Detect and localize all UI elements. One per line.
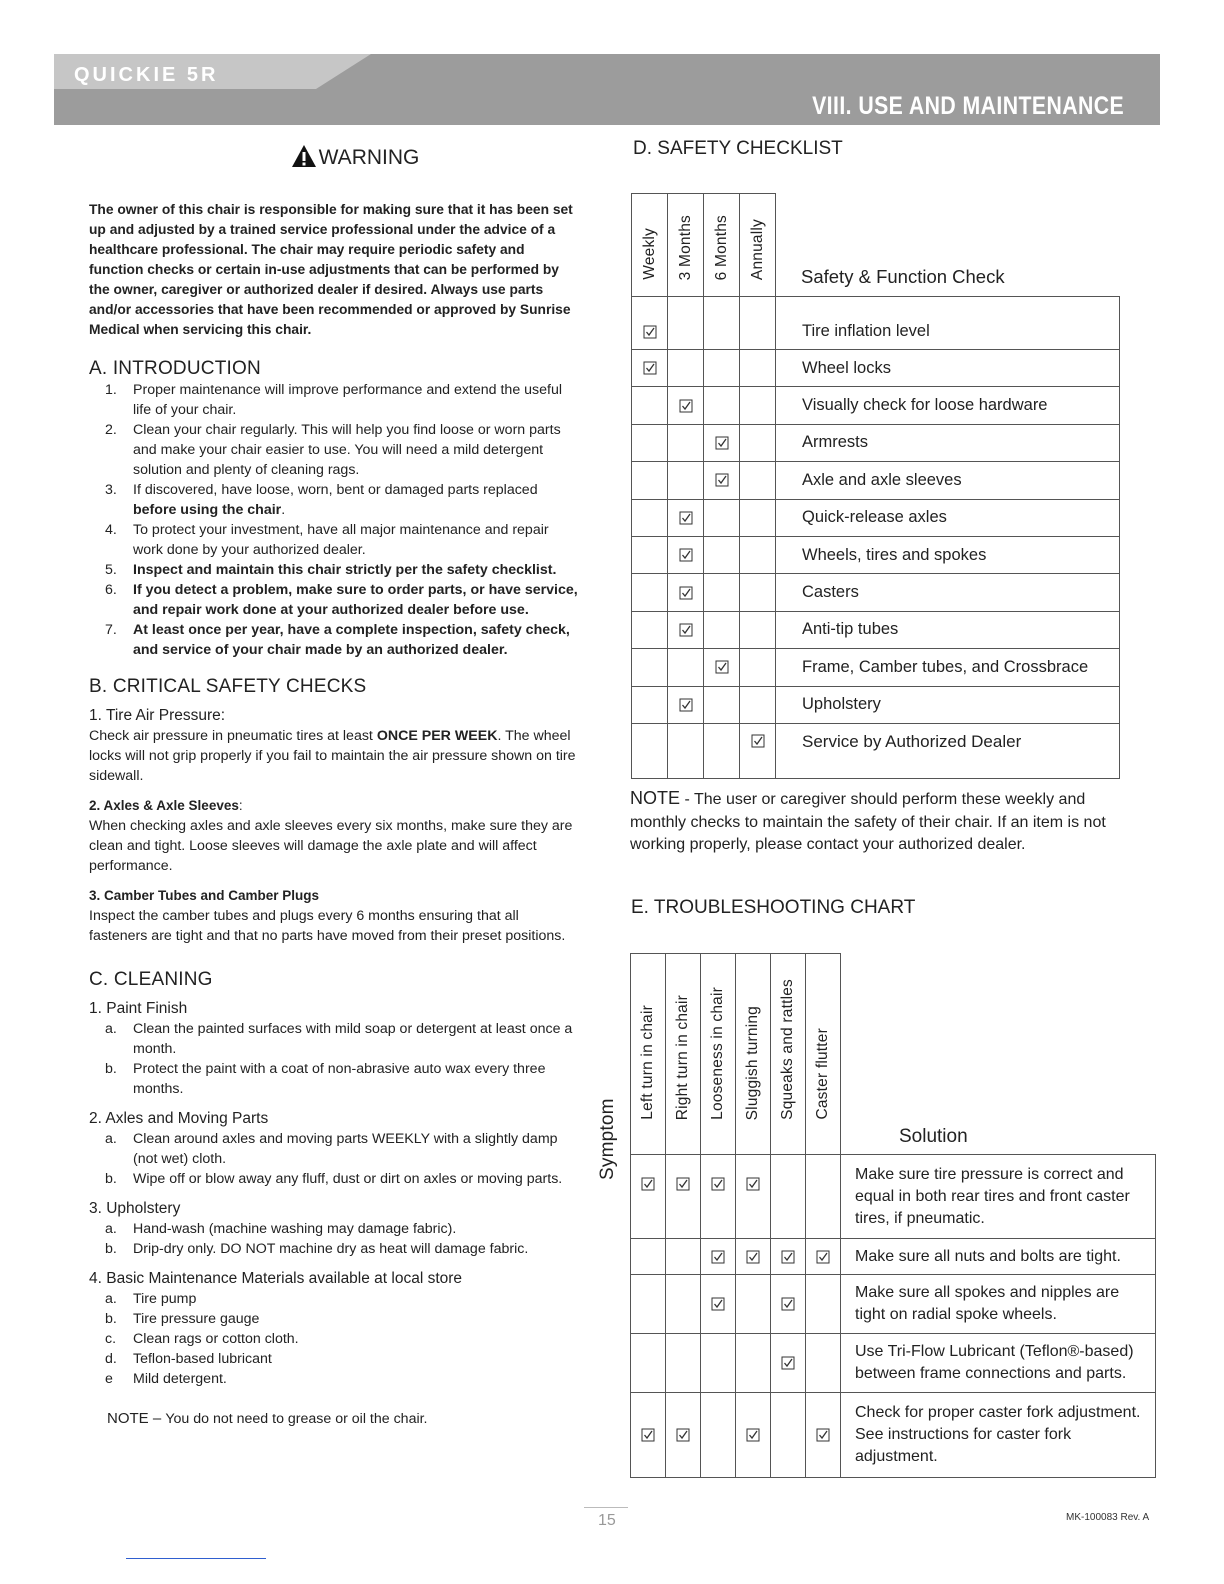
upholstery-item bbox=[89, 1239, 581, 1259]
checklist-cell bbox=[668, 723, 704, 778]
list-marker: c. bbox=[105, 1331, 117, 1347]
checklist-cell bbox=[632, 536, 668, 573]
checklist-column-label: Weekly bbox=[640, 228, 658, 280]
checklist-cell bbox=[740, 387, 776, 424]
checklist-cell bbox=[632, 686, 668, 723]
materials-list bbox=[89, 1289, 581, 1389]
link-underline bbox=[126, 1558, 266, 1559]
trouble-column-label: Sluggish turning bbox=[744, 1005, 761, 1120]
checklist-cell bbox=[632, 424, 668, 461]
checkbox-checked-icon bbox=[679, 548, 693, 562]
list-marker: b. bbox=[105, 1061, 117, 1077]
document-id: MK-100083 Rev. A bbox=[1066, 1512, 1150, 1523]
list-text: Drip-dry only. DO NOT machine dry as heat will damage fabric. bbox=[133, 1241, 529, 1257]
checkbox-checked-icon bbox=[715, 660, 729, 674]
trouble-header-row bbox=[631, 954, 1156, 1155]
checklist-cell bbox=[632, 387, 668, 424]
checklist-cell bbox=[668, 536, 704, 573]
axle-heading-colon: : bbox=[238, 798, 243, 813]
checkbox-checked-icon bbox=[676, 1177, 690, 1191]
intro-heading: A. INTRODUCTION bbox=[89, 358, 261, 379]
trouble-row bbox=[631, 1155, 1156, 1239]
checklist-row bbox=[632, 297, 1120, 350]
checklist-row bbox=[632, 499, 1120, 536]
trouble-solution-heading: Solution bbox=[841, 954, 1156, 1155]
checklist-cell bbox=[704, 723, 740, 778]
trouble-cell bbox=[736, 1239, 771, 1275]
troubleshooting-table bbox=[630, 953, 1156, 1478]
checkbox-checked-icon bbox=[746, 1250, 760, 1264]
list-text-after: . bbox=[281, 502, 286, 518]
checkbox-checked-icon bbox=[676, 1428, 690, 1442]
checklist-item-label: Quick-release axles bbox=[776, 499, 1120, 536]
checkbox-checked-icon bbox=[715, 473, 729, 487]
trouble-cell bbox=[666, 1155, 701, 1239]
checklist-row bbox=[632, 387, 1120, 424]
checklist-heading: D. SAFETY CHECKLIST bbox=[633, 138, 843, 159]
trouble-solution: Use Tri-Flow Lubricant (Teflon®-based) between frame connections and parts. bbox=[841, 1334, 1156, 1393]
list-marker: e bbox=[105, 1371, 113, 1387]
product-tab-slant bbox=[316, 54, 371, 89]
list-marker: b. bbox=[105, 1171, 117, 1187]
checklist-cell bbox=[704, 574, 740, 611]
trouble-cell bbox=[701, 1275, 736, 1334]
page-header bbox=[54, 54, 1160, 125]
checklist-cell bbox=[740, 536, 776, 573]
trouble-column-header bbox=[631, 954, 666, 1155]
list-text: If discovered, have loose, worn, bent or damaged parts replaced bbox=[133, 482, 538, 498]
checklist-item-label: Wheels, tires and spokes bbox=[776, 536, 1120, 573]
checklist-row bbox=[632, 462, 1120, 499]
trouble-cell bbox=[736, 1334, 771, 1393]
checklist-cell bbox=[632, 499, 668, 536]
checklist-cell bbox=[704, 297, 740, 350]
trouble-cell bbox=[771, 1334, 806, 1393]
trouble-cell bbox=[631, 1275, 666, 1334]
trouble-cell bbox=[666, 1393, 701, 1478]
checklist-cell bbox=[668, 387, 704, 424]
intro-item bbox=[89, 580, 581, 620]
checkbox-checked-icon bbox=[679, 511, 693, 525]
materials-heading: 4. Basic Maintenance Materials available at local store bbox=[89, 1270, 463, 1287]
warning-title bbox=[129, 140, 581, 176]
intro-item bbox=[89, 380, 581, 420]
checklist-row bbox=[632, 424, 1120, 461]
checklist-column-header bbox=[704, 194, 740, 297]
list-text-bold: If you detect a problem, make sure to order parts, or have service, and repair work done at your authorized dealer before use. bbox=[133, 582, 578, 618]
trouble-solution: Make sure all nuts and bolts are tight. bbox=[841, 1239, 1156, 1275]
checklist-row bbox=[632, 649, 1120, 686]
materials-item bbox=[89, 1309, 581, 1329]
list-text: Tire pump bbox=[133, 1291, 197, 1307]
trouble-cell bbox=[771, 1393, 806, 1478]
checklist-cell bbox=[740, 686, 776, 723]
intro-item bbox=[89, 560, 581, 580]
upholstery-item bbox=[89, 1219, 581, 1239]
list-text: Wipe off or blow away any fluff, dust or dirt on axles or moving parts. bbox=[133, 1171, 563, 1187]
left-column bbox=[89, 140, 581, 1429]
intro-item bbox=[89, 420, 581, 480]
checklist-cell bbox=[740, 462, 776, 499]
checkbox-checked-icon bbox=[643, 325, 657, 339]
trouble-cell bbox=[666, 1275, 701, 1334]
trouble-cell bbox=[806, 1393, 841, 1478]
checklist-column-header bbox=[632, 194, 668, 297]
axle-text: When checking axles and axle sleeves every six months, make sure they are clean and tight. Loose sleeves will damage the axle plate and will affect performance. bbox=[89, 818, 573, 874]
checklist-item-label: Wheel locks bbox=[776, 350, 1120, 387]
checklist-cell bbox=[668, 424, 704, 461]
list-marker: d. bbox=[105, 1351, 117, 1367]
checklist-check-heading: Safety & Function Check bbox=[776, 194, 1120, 297]
intro-item bbox=[89, 620, 581, 660]
trouble-cell bbox=[631, 1155, 666, 1239]
list-marker: a. bbox=[105, 1021, 117, 1037]
trouble-cell bbox=[806, 1155, 841, 1239]
list-text: Clean the painted surfaces with mild soap or detergent at least once a month. bbox=[133, 1021, 573, 1057]
trouble-cell bbox=[631, 1393, 666, 1478]
checkbox-checked-icon bbox=[711, 1297, 725, 1311]
checkbox-checked-icon bbox=[816, 1428, 830, 1442]
checkbox-checked-icon bbox=[746, 1428, 760, 1442]
list-marker: 5. bbox=[105, 562, 117, 578]
checkbox-checked-icon bbox=[641, 1177, 655, 1191]
camber-heading: 3. Camber Tubes and Camber Plugs bbox=[89, 888, 320, 903]
trouble-row bbox=[631, 1334, 1156, 1393]
list-text: Clean around axles and moving parts WEEKLY with a slightly damp (not wet) cloth. bbox=[133, 1131, 558, 1167]
section-title: VIII. USE AND MAINTENANCE bbox=[811, 92, 1124, 120]
cleaning-note-label: NOTE – bbox=[107, 1410, 166, 1427]
trouble-column-header bbox=[666, 954, 701, 1155]
checklist-row bbox=[632, 350, 1120, 387]
checklist-cell bbox=[632, 462, 668, 499]
tire-text bbox=[89, 726, 581, 786]
checklist-item-label: Tire inflation level bbox=[776, 297, 1120, 350]
checklist-cell bbox=[704, 387, 740, 424]
checklist-cell bbox=[632, 723, 668, 778]
checklist-cell bbox=[668, 611, 704, 648]
checklist-row bbox=[632, 611, 1120, 648]
checklist-column-label: 6 Months bbox=[712, 214, 730, 280]
trouble-cell bbox=[631, 1334, 666, 1393]
checklist-column-header bbox=[740, 194, 776, 297]
checklist-cell bbox=[632, 297, 668, 350]
intro-item bbox=[89, 480, 581, 520]
checkbox-checked-icon bbox=[643, 361, 657, 375]
list-text-bold: before using the chair bbox=[133, 502, 282, 518]
checkbox-checked-icon bbox=[679, 399, 693, 413]
symptom-label: Symptom bbox=[597, 1098, 618, 1180]
checkbox-checked-icon bbox=[781, 1356, 795, 1370]
checklist-column-label: Annually bbox=[748, 218, 766, 280]
checklist-cell bbox=[740, 424, 776, 461]
list-marker: 1. bbox=[105, 382, 117, 398]
materials-item bbox=[89, 1369, 581, 1389]
list-text: Mild detergent. bbox=[133, 1371, 227, 1387]
tire-text-1: Check air pressure in pneumatic tires at least bbox=[89, 728, 377, 744]
checkbox-checked-icon bbox=[781, 1250, 795, 1264]
list-marker: b. bbox=[105, 1311, 117, 1327]
checklist-item-label: Anti-tip tubes bbox=[776, 611, 1120, 648]
cleaning-note-text: You do not need to grease or oil the chair. bbox=[165, 1411, 428, 1427]
tire-text-2: . The wheel locks will not grip properly if you fail to maintain the air pressure shown on tire sidewall. bbox=[89, 728, 576, 784]
trouble-row bbox=[631, 1275, 1156, 1334]
trouble-cell bbox=[771, 1155, 806, 1239]
list-marker: a. bbox=[105, 1291, 117, 1307]
paint-heading: 1. Paint Finish bbox=[89, 1000, 188, 1017]
trouble-cell bbox=[771, 1275, 806, 1334]
checkbox-checked-icon bbox=[746, 1177, 760, 1191]
checklist-cell bbox=[668, 649, 704, 686]
list-marker: 4. bbox=[105, 522, 117, 538]
trouble-column-label: Left turn in chair bbox=[639, 1005, 656, 1120]
intro-item bbox=[89, 520, 581, 560]
paint-item bbox=[89, 1059, 581, 1099]
paint-list bbox=[89, 1019, 581, 1099]
checklist-column-header bbox=[668, 194, 704, 297]
checklist-cell bbox=[704, 499, 740, 536]
checklist-cell bbox=[632, 574, 668, 611]
checklist-cell bbox=[704, 611, 740, 648]
checklist-row bbox=[632, 686, 1120, 723]
materials-item bbox=[89, 1349, 581, 1369]
page-number: 15 bbox=[598, 1512, 616, 1529]
list-marker: 3. bbox=[105, 482, 117, 498]
list-text: Tire pressure gauge bbox=[133, 1311, 260, 1327]
axle-heading bbox=[89, 796, 581, 816]
checklist-cell bbox=[704, 649, 740, 686]
checkbox-checked-icon bbox=[816, 1250, 830, 1264]
checklist-cell bbox=[668, 574, 704, 611]
cleaning-heading: C. CLEANING bbox=[89, 969, 213, 990]
trouble-cell bbox=[701, 1239, 736, 1275]
axles-item bbox=[89, 1169, 581, 1189]
checklist-cell bbox=[668, 350, 704, 387]
checklist-item-label: Frame, Camber tubes, and Crossbrace bbox=[776, 649, 1120, 686]
trouble-solution: Make sure all spokes and nipples are tight on radial spoke wheels. bbox=[841, 1275, 1156, 1334]
trouble-row bbox=[631, 1239, 1156, 1275]
trouble-cell bbox=[666, 1334, 701, 1393]
product-tab: QUICKIE 5R bbox=[54, 54, 316, 89]
list-text: Protect the paint with a coat of non-abrasive auto wax every three months. bbox=[133, 1061, 546, 1097]
checklist-cell bbox=[740, 649, 776, 686]
trouble-cell bbox=[771, 1239, 806, 1275]
intro-list bbox=[89, 380, 581, 660]
axles-parts-list bbox=[89, 1129, 581, 1189]
checkbox-checked-icon bbox=[781, 1297, 795, 1311]
list-text: Clean rags or cotton cloth. bbox=[133, 1331, 299, 1347]
checklist-item-label: Visually check for loose hardware bbox=[776, 387, 1120, 424]
warning-icon bbox=[291, 144, 317, 168]
checklist-cell bbox=[740, 611, 776, 648]
checklist-cell bbox=[632, 350, 668, 387]
list-marker: b. bbox=[105, 1241, 117, 1257]
upholstery-list bbox=[89, 1219, 581, 1259]
list-text: Teflon-based lubricant bbox=[133, 1351, 272, 1367]
axles-item bbox=[89, 1129, 581, 1169]
checklist-cell bbox=[632, 611, 668, 648]
materials-item bbox=[89, 1329, 581, 1349]
checklist-item-label: Axle and axle sleeves bbox=[776, 462, 1120, 499]
list-marker: 2. bbox=[105, 422, 117, 438]
checklist-item-label: Upholstery bbox=[776, 686, 1120, 723]
paint-item bbox=[89, 1019, 581, 1059]
troubleshooting-heading: E. TROUBLESHOOTING CHART bbox=[631, 897, 916, 918]
cleaning-note bbox=[89, 1409, 581, 1429]
camber-text: Inspect the camber tubes and plugs every 6 months ensuring that all fasteners are tight and that no parts have moved from their preset positions. bbox=[89, 908, 566, 944]
axles-parts-heading: 2. Axles and Moving Parts bbox=[89, 1110, 269, 1127]
checklist-cell bbox=[668, 462, 704, 499]
footer-rule bbox=[584, 1507, 628, 1508]
tire-text-bold: ONCE PER WEEK bbox=[376, 728, 498, 744]
checklist-cell bbox=[704, 462, 740, 499]
trouble-column-header bbox=[701, 954, 736, 1155]
checklist-cell bbox=[704, 424, 740, 461]
checklist-note bbox=[630, 787, 1125, 857]
trouble-cell bbox=[666, 1239, 701, 1275]
list-text: Proper maintenance will improve performance and extend the useful life of your chair. bbox=[133, 382, 563, 418]
list-marker: a. bbox=[105, 1221, 117, 1237]
trouble-cell bbox=[701, 1393, 736, 1478]
axle-heading-text: 2. Axles & Axle Sleeves bbox=[89, 798, 239, 813]
trouble-solution: Make sure tire pressure is correct and equal in both rear tires and front caster tires, if pneumatic. bbox=[841, 1155, 1156, 1239]
trouble-column-label: Looseness in chair bbox=[709, 987, 726, 1120]
trouble-column-label: Caster flutter bbox=[814, 1028, 831, 1120]
tire-heading: 1. Tire Air Pressure: bbox=[89, 707, 226, 724]
checklist-cell bbox=[740, 574, 776, 611]
checklist-row bbox=[632, 574, 1120, 611]
critical-heading: B. CRITICAL SAFETY CHECKS bbox=[89, 676, 367, 697]
checklist-note-label: NOTE bbox=[630, 788, 681, 808]
checklist-cell bbox=[704, 536, 740, 573]
trouble-cell bbox=[701, 1334, 736, 1393]
checkbox-checked-icon bbox=[641, 1428, 655, 1442]
materials-item bbox=[89, 1289, 581, 1309]
checklist-row bbox=[632, 536, 1120, 573]
checklist-cell bbox=[740, 499, 776, 536]
trouble-cell bbox=[631, 1239, 666, 1275]
checklist-row bbox=[632, 723, 1120, 778]
checklist-cell bbox=[668, 686, 704, 723]
trouble-solution: Check for proper caster fork adjustment. See instructions for caster fork adjustment. bbox=[841, 1393, 1156, 1478]
checklist-cell bbox=[632, 649, 668, 686]
trouble-cell bbox=[736, 1393, 771, 1478]
trouble-cell bbox=[736, 1275, 771, 1334]
checklist-item-label: Armrests bbox=[776, 424, 1120, 461]
checkbox-checked-icon bbox=[679, 623, 693, 637]
checklist-header-row bbox=[632, 194, 1120, 297]
list-text-bold: At least once per year, have a complete inspection, safety check, and service of your chair made by an authorized dealer. bbox=[133, 622, 570, 658]
warning-title-text: WARNING bbox=[318, 146, 420, 169]
checklist-cell bbox=[740, 297, 776, 350]
list-text: Hand-wash (machine washing may damage fabric). bbox=[133, 1221, 457, 1237]
safety-checklist-table bbox=[631, 193, 1120, 779]
list-marker: a. bbox=[105, 1131, 117, 1147]
checkbox-checked-icon bbox=[715, 436, 729, 450]
checklist-item-label: Casters bbox=[776, 574, 1120, 611]
checklist-cell bbox=[668, 297, 704, 350]
trouble-cell bbox=[701, 1155, 736, 1239]
checklist-cell bbox=[740, 723, 776, 778]
checklist-item-label: Service by Authorized Dealer bbox=[776, 723, 1120, 778]
checklist-cell bbox=[704, 350, 740, 387]
trouble-row bbox=[631, 1393, 1156, 1478]
checklist-cell bbox=[704, 686, 740, 723]
list-text: Clean your chair regularly. This will help you find loose or worn parts and make your chair easier to use. You will need a mild detergent solution and plenty of cleaning rags. bbox=[133, 422, 561, 478]
trouble-column-label: Right turn in chair bbox=[674, 994, 691, 1120]
list-marker: 6. bbox=[105, 582, 117, 598]
list-text-bold: Inspect and maintain this chair strictly per the safety checklist. bbox=[133, 562, 557, 578]
trouble-column-header bbox=[771, 954, 806, 1155]
warning-body: The owner of this chair is responsible for making sure that it has been set up and adjusted by a trained service professional under the advice of a healthcare professional. The chair may require periodic safety and function checks or certain in-use adjustments that can be performed by the owner, caregiver or authorized dealer if desired. Always use parts and/or accessories that have been recommended or approved by Sunrise Medical when servicing this chair. bbox=[89, 202, 573, 337]
checklist-cell bbox=[740, 350, 776, 387]
trouble-cell bbox=[806, 1239, 841, 1275]
checkbox-checked-icon bbox=[751, 734, 765, 748]
checkbox-checked-icon bbox=[711, 1250, 725, 1264]
checkbox-checked-icon bbox=[679, 586, 693, 600]
checkbox-checked-icon bbox=[711, 1177, 725, 1191]
trouble-column-header bbox=[736, 954, 771, 1155]
trouble-column-label: Squeaks and rattles bbox=[779, 979, 796, 1120]
trouble-cell bbox=[736, 1155, 771, 1239]
trouble-cell bbox=[806, 1334, 841, 1393]
list-text: To protect your investment, have all major maintenance and repair work done by your authorized dealer. bbox=[133, 522, 549, 558]
trouble-column-header bbox=[806, 954, 841, 1155]
trouble-cell bbox=[806, 1275, 841, 1334]
checkbox-checked-icon bbox=[679, 698, 693, 712]
checklist-column-label: 3 Months bbox=[676, 214, 694, 280]
checklist-cell bbox=[668, 499, 704, 536]
list-marker: 7. bbox=[105, 622, 117, 638]
upholstery-heading: 3. Upholstery bbox=[89, 1200, 181, 1217]
checklist-note-text: - The user or caregiver should perform these weekly and monthly checks to maintain the safety of their chair. If an item is not working properly, please contact your authorized dealer. bbox=[630, 791, 1106, 853]
